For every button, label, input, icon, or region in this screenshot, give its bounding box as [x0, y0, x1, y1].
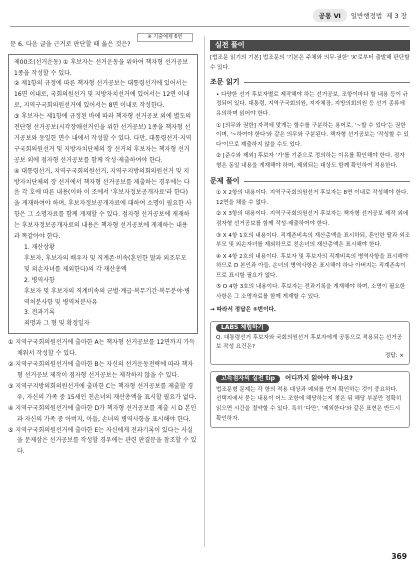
- reading-point: ② [준수와 제외] 후보자 '가'를 기준으로 정의하는 이유를 확인해야 한다. 점자형은 동일 내용을 게재해야 하며, 제외되는 대상도 함께 확인하여 적용한다.: [216, 153, 405, 169]
- law-passage: [8, 54, 198, 335]
- question-column: [8, 40, 198, 458]
- section-title: 일반행정법: [350, 12, 383, 20]
- passage-item: 3. 전과기록: [24, 309, 55, 317]
- chapter-badge: 공통 Ⅵ: [313, 9, 347, 22]
- solution-step: ④ X 4항 2호의 내용이다. 후보자 및 후보자의 직계비속의 병역사항을 표시해야 하므로 D 본인과 아들, 손녀의 병역사항은 표시해야 하나 아버지는 직계존속이므로 표시할 필요가 없다.: [216, 253, 409, 279]
- tip-body: 법조문형 문제는 각 항의 적용 대상과 예외를 먼저 확인하는 것이 중요하다. 선택지에서 묻는 내용이 어느 조항에 해당하는지 찾은 뒤 해당 부분만 정확히 읽으면 시간을 절약할 수 있다. 특히 '다만', '제외한다'와 같은 표현은 반드시 확인하자.: [216, 386, 402, 422]
- solution-title: 실전 풀이: [210, 40, 410, 51]
- subsection-solving-title: 문제 풀이: [210, 176, 240, 185]
- passage-item: 1. 재산상황: [24, 244, 55, 251]
- solution-step: ⑤ O 4항 3호의 내용이다. 후보자는 전과기록을 게재해야 하며, 소명이 필요한 사항은 그 소명자료를 함께 게재할 수 있다.: [216, 284, 406, 301]
- passage-para: ② 제1항의 규정에 따른 책자형 선거공보는 대통령선거에 있어서는 16면 이내로, 국회의원선거 및 지방자치선거에 있어서는 12면 이내로, 지역구국회의원선거에 있어서는 8면 이내로 작성한다.: [14, 80, 190, 110]
- page-number: 369: [391, 552, 407, 561]
- choice-4: ④ 지역구국회의원선거에 출마한 D가 책자형 선거공보를 제출 시 D 본인과 자신의 가족 중 아버지, 아들, 손녀의 병역사항을 표시해야 한다.: [8, 404, 197, 423]
- question-stem: 문 6. 다음 글을 근거로 판단할 때 옳은 것은?: [10, 41, 131, 48]
- header-rule: [10, 26, 409, 27]
- labs-box: [210, 321, 410, 365]
- answer-choices: [8, 338, 198, 458]
- column-divider: [204, 36, 205, 547]
- passage-para: 제00조(선거운동) ① 후보자는 선거운동을 위하여 책자형 선거공보 1종을 작성할 수 있다.: [14, 58, 189, 77]
- choice-2: ② 지역구국회의원선거에 출마한 B는 자신의 선거운동전략에 따라 책자형 선거공보 제작이 점자형 선거공보는 제작하지 않을 수 있다.: [8, 361, 194, 379]
- solution-column: [210, 40, 410, 428]
- solution-step: ① X 2항의 내용이다. 지역구국회의원선거 후보자는 8면 이내로 작성해야 한다. 12면을 채울 수 없다.: [216, 190, 409, 206]
- tip-box: [210, 371, 410, 428]
- tip-header: [216, 374, 404, 384]
- choice-1: ① 지역구국회의원선거에 출마한 A는 책자형 선거공보를 12면까지 가득 채워서 작성할 수 있다.: [8, 339, 195, 358]
- passage-item: 후보자 및 후보자의 직계비속의 군별·계급·복무기간·복무분야·병역처분사항 및 병역처분사유: [24, 287, 190, 306]
- final-answer: → 따라서 정답은 ⑤번이다.: [210, 306, 277, 313]
- subsection-reading: [210, 78, 410, 88]
- rule-line: [244, 181, 411, 182]
- choice-5: ⑤ 지역구국회의원선거에 출마한 E는 자신에게 전과기록이 있다는 사실을 문제삼은 선거공보를 작성할 경우에는 관련 판결문을 참조할 수 있다.: [8, 426, 197, 456]
- passage-item: 죄명과 그 형 및 확정일자: [24, 320, 90, 328]
- subsection-reading-title: 조문 읽기: [210, 78, 240, 87]
- tip-title: 어디까지 읽어야 하나요?: [285, 375, 353, 383]
- labs-tag: LABS 체험하기: [216, 324, 269, 332]
- page-header: [313, 9, 407, 22]
- reading-point: ① [의무와 권한] 자격에 맞게는 할수를 구분하는 용어로, '~할 수 있다'는 권한이며, '~하여야 한다'와 같은 의무와 구분된다. 책자형 선거공보는 '작성할 수 있다'이므로 제출하지 않을 수도 있다.: [216, 122, 409, 148]
- solution-intro: [법조문 읽기의 기본] 법조문의 '기본은 주체와 의무·권한' 'X'로부터 출발해 판단할 수 있다.: [210, 55, 410, 71]
- solution-step: ③ X 4항 1호의 내용이다. 직계존비속의 재산총액을 표시하되, 혼인한 딸과 외조부모 및 외손자녀를 제외하므로 친손녀의 재산총액은 표시해야 한다.: [216, 232, 411, 249]
- tip-tag: 고득점자의 실전 tip: [216, 375, 280, 383]
- rule-line: [244, 82, 411, 83]
- passage-item: 2. 병역사항: [24, 276, 55, 284]
- reading-point: • 다양한 선거 후보자별로 제작해야 하는 선거공보, 조항이마다 할 내용 등이 규정되어 있다. 대통령, 지역구국회의원, 지자체장, 지방의회의원 등 선거 종류에 유의하며 읽어야 한다.: [216, 91, 409, 117]
- passage-para: ③ 후보자는 제1항에 규정된 바에 따라 책자형 선거공보 외에 별도의 전단형 선거공보(시각장애선거인을 위한 선거공보) 1종을 책자형 선거공보와 동일한 면수 내에서 작성할 수 있다. 다만, 대통령선거·지역구국회의원선거 및 지방자치단체의 장 선거의 후보자는 책자형 선거공보 외에 점자형 선거공보를 함께 작성·제출하여야 한다.: [14, 113, 192, 164]
- passage-item: 후보자, 후보자의 배우자 및 직계존·비속(혼인한 딸과 외조부모 및 외손자녀를 제외한다)의 각 재산총액: [24, 254, 187, 273]
- question-source-label: ※ 기출예제 6번: [137, 33, 193, 42]
- choice-3: ③ 지역구지방의회의원선거에 출마한 C는 책자형 선거공보를 제출할 경우, 자신의 가족 중 15세인 친손녀의 재산총액을 표시할 필요가 없다.: [8, 382, 197, 401]
- labs-question: Q. 대통령선거 후보자와 국회의원선거 후보자에게 공통으로 적용되는 선거공보 작성 요건은?: [216, 335, 403, 351]
- labs-answer: 정답: ×: [384, 353, 404, 360]
- subsection-solving: [210, 177, 410, 187]
- solution-step: ② X 3항의 내용이다. 지역구국회의원선거 후보자는 책자형 선거공보 제작 외에 점자형 선거공보를 함께 작성·제출하여야 한다.: [216, 211, 409, 227]
- section-suffix: 제 3 장: [386, 12, 407, 20]
- passage-para: ④ 대통령선거, 지역구국회의원선거, 지역구지방의회의원선거 및 지방자치단체의 장 선거에서 책자형 선거공보를 제출하는 경우에는 다음 각 호에 따른 내용(이하 이 조에서 '후보자정보공개자료'라 한다)을 게재하여야 하며, 후보자정보공개자료에 대하여 소명이 필요한 사항은 그 소명자료를 함께 게재할 수 있다. 점자형 선거공보에 게재하는 후보자정보공개자료의 내용은 책자형 선거공보에 게재하는 내용과 똑같아야 한다.: [14, 167, 192, 241]
